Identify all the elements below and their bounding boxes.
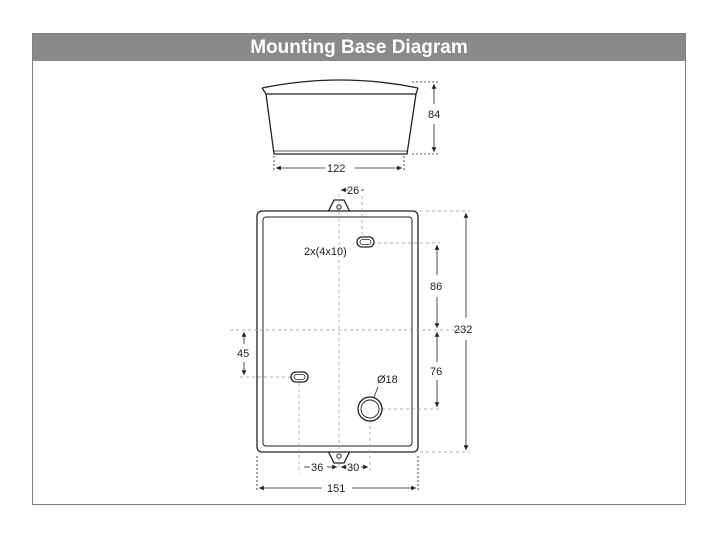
dim-overall-height-label: 232 (454, 324, 473, 336)
dim-bottom-right-label: 30 (347, 462, 360, 474)
lower-slot (291, 372, 308, 382)
dim-overall-width-label: 151 (327, 483, 346, 495)
dim-top-width-label: 122 (327, 163, 346, 175)
dim-bottom-left-label: 36 (311, 462, 324, 474)
dim-hole-diameter-label: Ø18 (377, 374, 398, 386)
dim-tab-offset-label: 26 (347, 185, 360, 197)
dim-slots-label: 2x(4x10) (304, 246, 347, 258)
dim-left-offset-label: 45 (237, 348, 250, 360)
dim-upper-vertical-label: 86 (430, 281, 443, 293)
diagram-title: Mounting Base Diagram (33, 34, 685, 61)
dim-lower-vertical-label: 76 (430, 366, 443, 378)
plan-view (257, 200, 418, 463)
upper-slot (357, 237, 374, 247)
dim-top-height-label: 84 (428, 109, 441, 121)
side-view-body (266, 94, 416, 154)
side-view-rim (262, 80, 418, 88)
side-view (262, 80, 418, 154)
cable-entry-hole (358, 397, 382, 421)
side-view-lip (262, 88, 418, 94)
